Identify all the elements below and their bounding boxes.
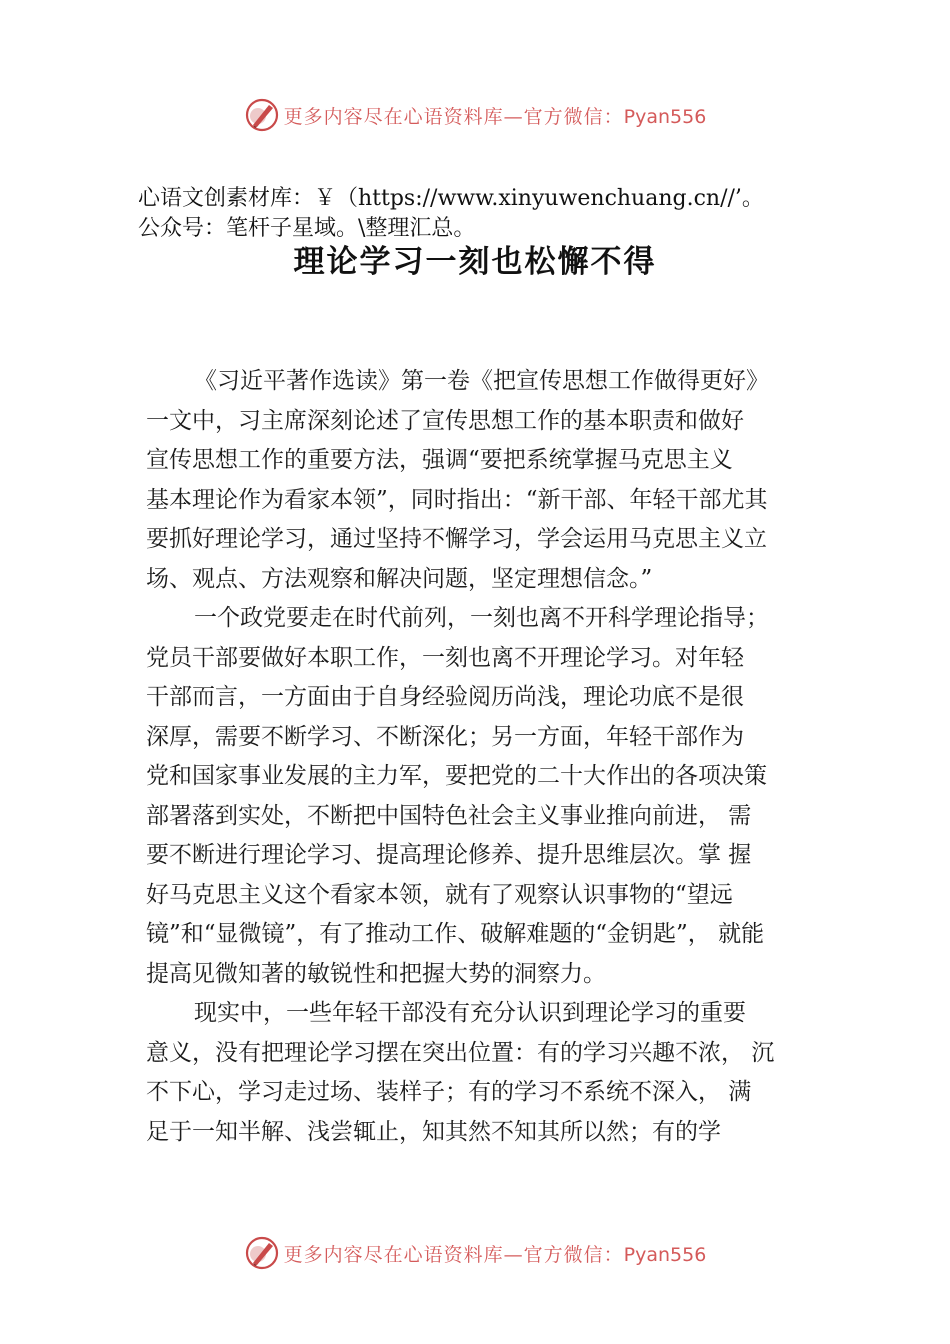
source-info <box>138 184 878 244</box>
text-line: 《习近平著作选读》第一卷《把宣传思想工作做得更好》 <box>194 368 769 394</box>
text-line: 部署落到实处，不断把中国特色社会主义事业推向前进， 需 <box>146 802 752 829</box>
text-line: 宣传思想工作的重要方法，强调“要把系统掌握马克思主义 <box>146 447 733 473</box>
text-line: 现实中，一些年轻干部没有充分认识到理论学习的重要 <box>194 1000 746 1026</box>
source-line-2: 公众号：笔杆子星域。\整理汇总。 <box>138 216 476 241</box>
text-line: 提高见微知著的敏锐性和把握大势的洞察力。 <box>146 960 606 987</box>
footer-watermark <box>0 1233 950 1273</box>
text-line: 党和国家事业发展的主力军，要把党的二十大作出的各项决策 <box>146 763 767 789</box>
watermark-text: 更多内容尽在心语资料库—官方微信：Pyan556 <box>283 105 707 128</box>
text-line: 基本理论作为看家本领”，同时指出：“新干部、年轻干部尤其 <box>146 486 768 513</box>
text-line: 足于一知半解、浅尝辄止，知其然不知其所以然；有的学 <box>146 1118 721 1145</box>
paragraph <box>146 362 836 599</box>
document-body <box>146 362 836 1152</box>
wechat-id: Pyan556 <box>623 1243 707 1266</box>
text-line: 一个政党要走在时代前列，一刻也离不开科学理论指导； <box>194 605 769 631</box>
text-line: 要抓好理论学习，通过坚持不懈学习，学会运用马克思主义立 <box>146 526 767 552</box>
text-line: 一文中，习主席深刻论述了宣传思想工作的基本职责和做好 <box>146 407 744 434</box>
text-line: 意义，没有把理论学习摆在突出位置：有的学习兴趣不浓， 沉 <box>146 1039 775 1066</box>
watermark-text: 更多内容尽在心语资料库—官方微信：Pyan556 <box>283 1243 707 1266</box>
source-line-1: 心语文创素材库：￥（https://www.xinyuwenchuang.cn//’。 <box>138 186 764 211</box>
text-line: 干部而言，一方面由于自身经验阅历尚浅，理论功底不是很 <box>146 684 744 710</box>
text-line: 不下心，学习走过场、装样子；有的学习不系统不深入， 满 <box>146 1079 752 1105</box>
text-line: 镜”和“显微镜”，有了推动工作、破解难题的“金钥匙”， 就能 <box>146 921 765 947</box>
paragraph <box>146 599 836 994</box>
text-line: 好马克思主义这个看家本领，就有了观察认识事物的“望远 <box>146 881 733 908</box>
document-title: 理论学习一刻也松懈不得 <box>293 244 657 280</box>
text-line: 深厚，需要不断学习、不断深化；另一方面，年轻干部作为 <box>146 723 744 750</box>
text-line: 党员干部要做好本职工作，一刻也离不开理论学习。对年轻 <box>146 644 744 671</box>
text-line: 要不断进行理论学习、提高理论修养、提升思维层次。掌 握 <box>146 842 752 868</box>
pen-logo-icon <box>244 97 280 133</box>
pen-logo-icon <box>244 1235 280 1271</box>
text-line: 场、观点、方法观察和解决问题，坚定理想信念。” <box>146 565 653 592</box>
paragraph <box>146 994 836 1152</box>
wechat-id: Pyan556 <box>623 105 707 128</box>
header-watermark <box>0 95 950 135</box>
